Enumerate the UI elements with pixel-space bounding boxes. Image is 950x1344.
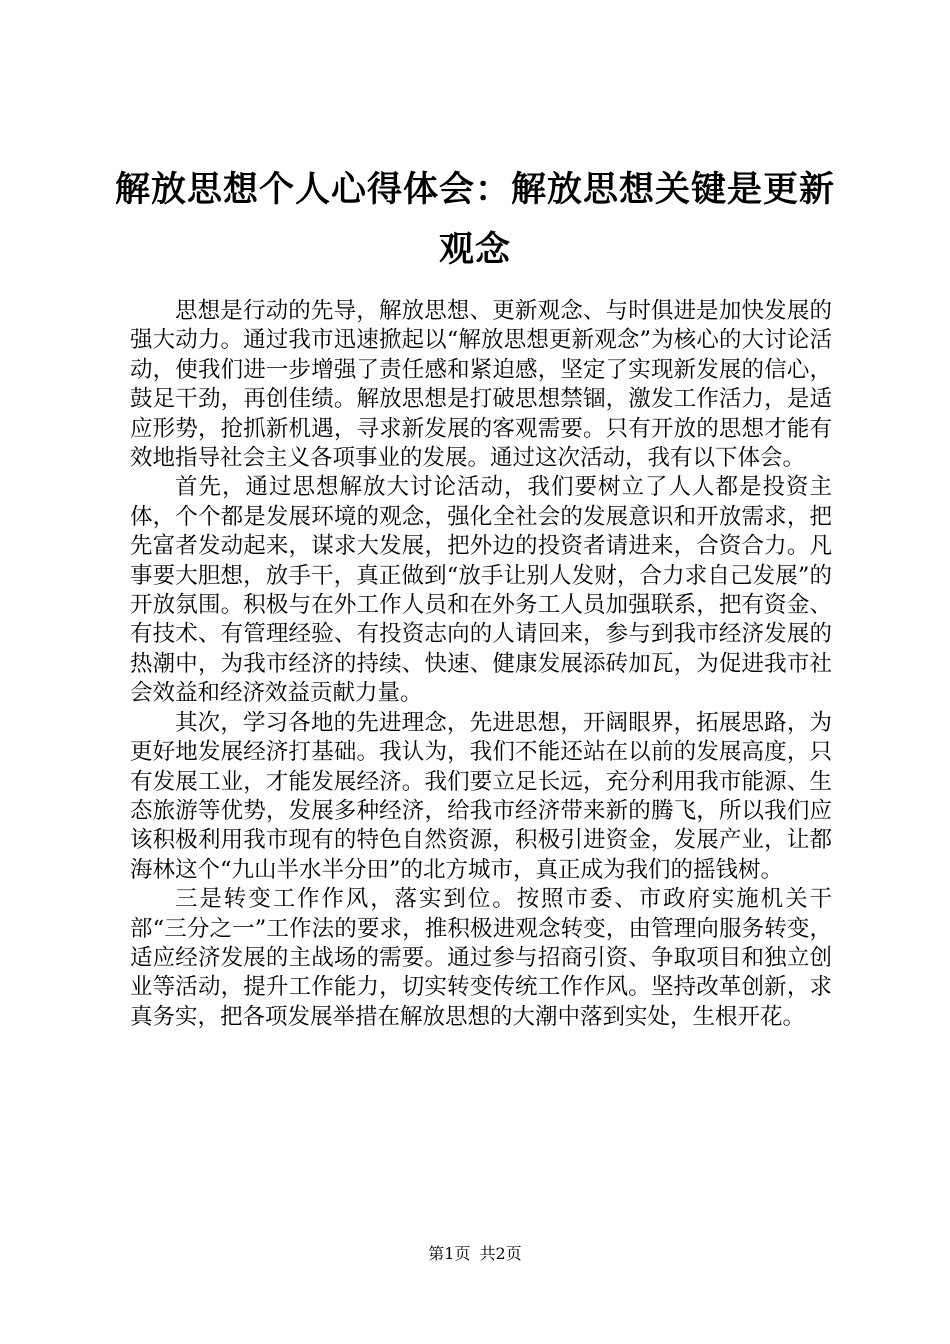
paragraph-3: 其次，学习各地的先进理念，先进思想，开阔眼界，拓展思路，为更好地发展经济打基础。我认为，我们不能还站在以前的发展高度，只有发展工业，才能发展经济。我们要立足长远，充分利用我市能源、生态旅游等优势，发展多种经济，给我市经济带来新的腾飞，所以我们应该积极利用我市现有的特色自然资源，积极引进资金，发展产业，让都海林这个“九山半水半分田”的北方城市，真正成为我们的摇钱树。 — [130, 709, 832, 883]
document-body — [130, 297, 832, 1032]
page-number: 第1页 — [428, 1244, 471, 1263]
paragraph-4: 三是转变工作作风，落实到位。按照市委、市政府实施机关干部“三分之一”工作法的要求，推积极进观念转变，由管理向服务转变，适应经济发展的主战场的需要。通过参与招商引资、争取项目和独立创业等活动，提升工作能力，切实转变传统工作作风。坚持改革创新，求真务实，把各项发展举措在解放思想的大潮中落到实处，生根开花。 — [130, 886, 832, 1030]
page-footer — [0, 1244, 950, 1264]
document-title: 解放思想个人心得体会：解放思想关键是更新观念 — [114, 169, 835, 270]
paragraph-2: 首先，通过思想解放大讨论活动，我们要树立了人人都是投资主体，个个都是发展环境的观念，强化全社会的发展意识和开放需求，把先富者发动起来，谋求大发展，把外边的投资者请进来，合资合力。凡事要大胆想，放手干，真正做到“放手让别人发财，合力求自己发展”的开放氛围。积极与在外工作人员和在外务工人员加强联系，把有资金、有技术、有管理经验、有投资志向的人请回来，参与到我市经济发展的热潮中，为我市经济的持续、快速、健康发展添砖加瓦，为促进我市社会效益和经济效益贡献力量。 — [130, 474, 832, 707]
paragraph-1: 思想是行动的先导，解放思想、更新观念、与时俱进是加快发展的强大动力。通过我市迅速掀起以“解放思想更新观念”为核心的大讨论活动，使我们进一步增强了责任感和紧迫感，坚定了实现新发展的信心，鼓足干劲，再创佳绩。解放思想是打破思想禁锢，激发工作活力，是适应形势，抢抓新机遇，寻求新发展的客观需要。只有开放的思想才能有效地指导社会主义各项事业的发展。通过这次活动，我有以下体会。 — [130, 298, 832, 472]
page-total: 共2页 — [479, 1244, 522, 1263]
